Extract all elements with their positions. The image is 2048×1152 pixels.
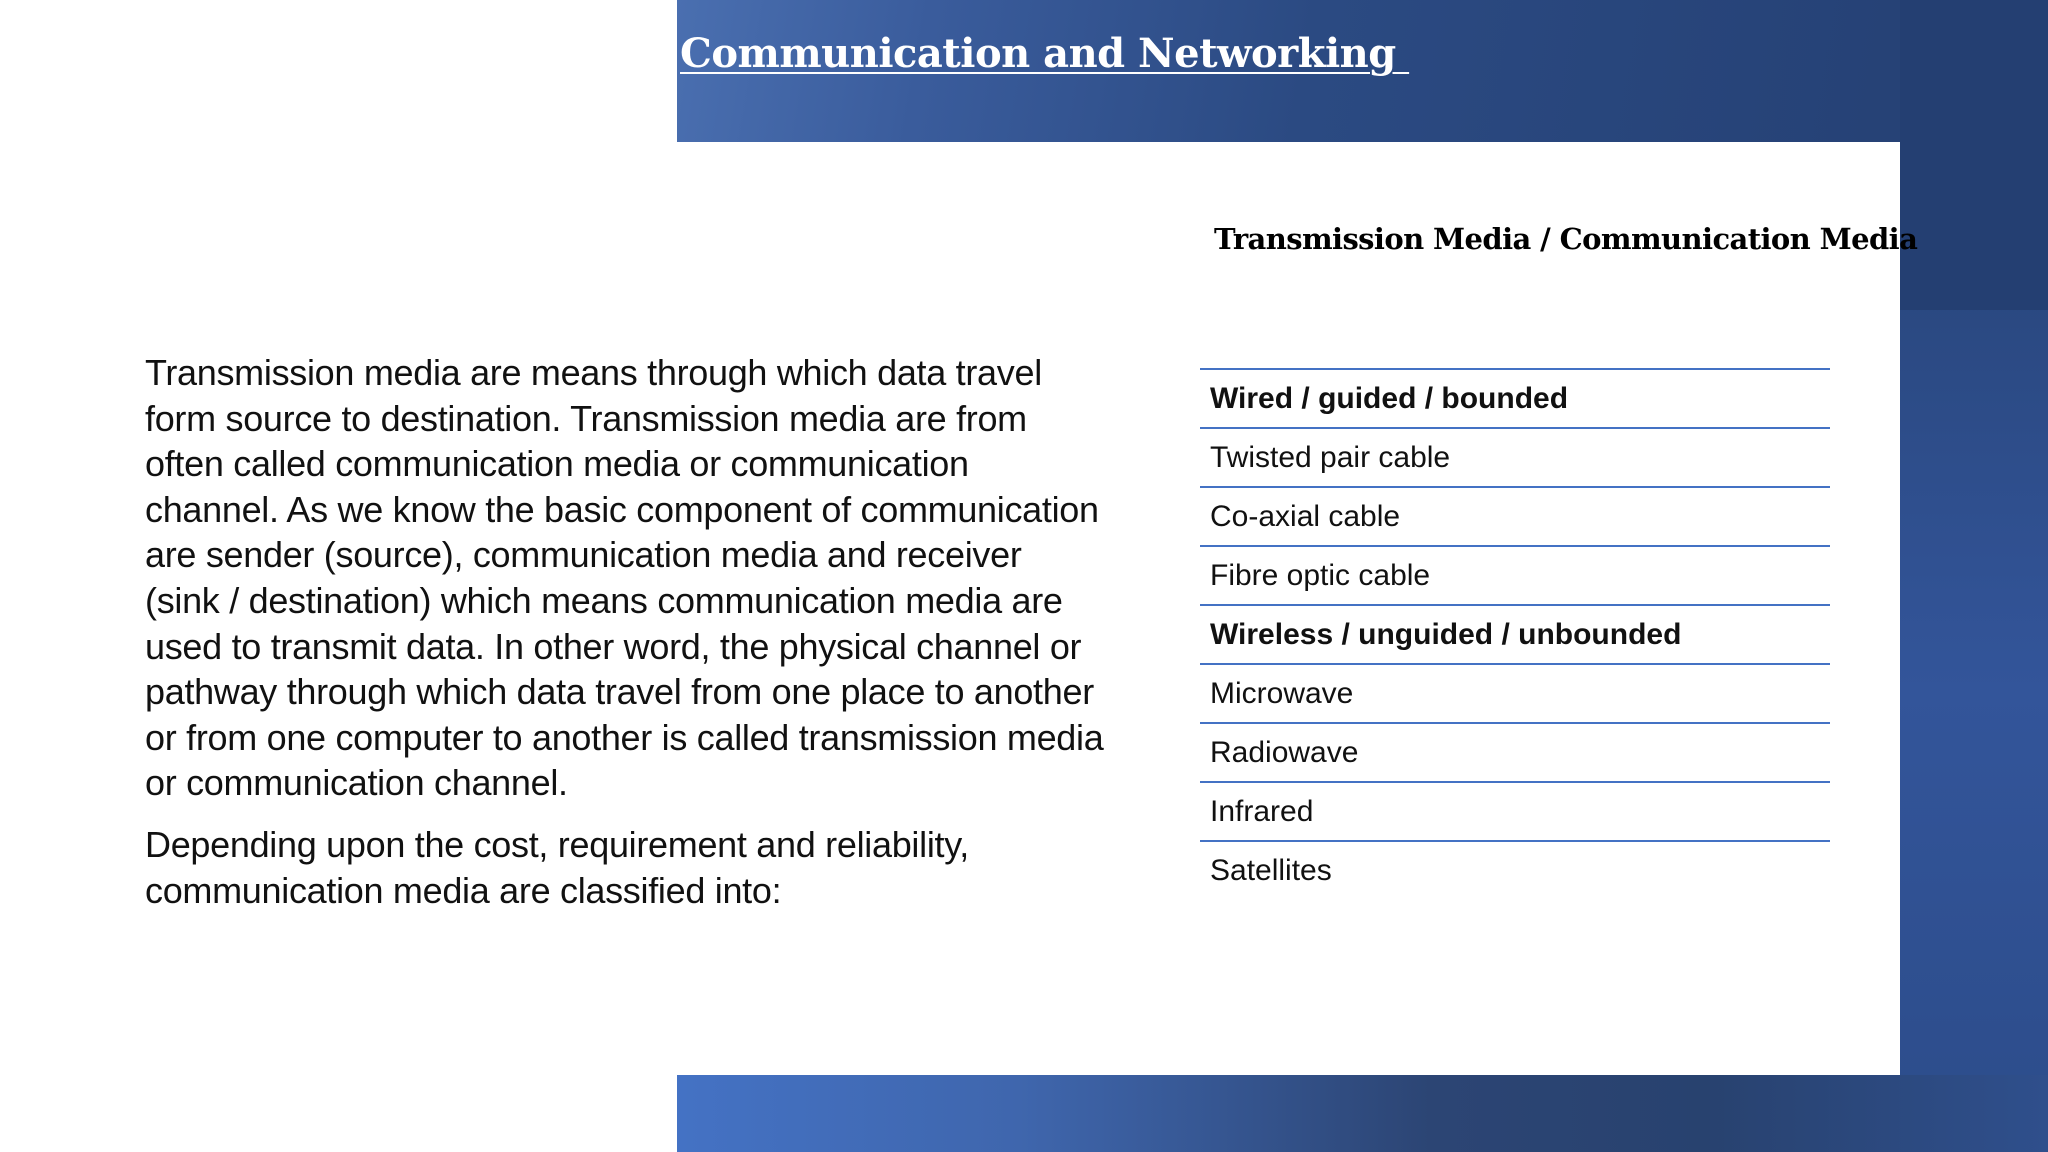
table-cell: Microwave xyxy=(1200,664,1830,723)
transmission-media-table xyxy=(1200,368,1830,899)
background-right-top-band xyxy=(1900,0,2048,310)
table-cell: Co-axial cable xyxy=(1200,487,1830,546)
table-row xyxy=(1200,782,1830,841)
table-row xyxy=(1200,487,1830,546)
table-cell: Wired / guided / bounded xyxy=(1200,369,1830,428)
table-cell: Radiowave xyxy=(1200,723,1830,782)
slide-title: Communication and Networking xyxy=(680,30,1410,77)
table-row xyxy=(1200,428,1830,487)
paragraph-classification: Depending upon the cost, requirement and reliability, communication media are classified into: xyxy=(145,823,969,911)
table-row xyxy=(1200,664,1830,723)
table-row xyxy=(1200,841,1830,899)
table-row-wired-heading xyxy=(1200,369,1830,428)
table-subtitle: Transmission Media / Communication Media xyxy=(1214,222,1918,256)
table-row xyxy=(1200,723,1830,782)
background-bottom-band xyxy=(677,1075,2048,1152)
table-row xyxy=(1200,546,1830,605)
paragraph-definition: Transmission media are means through which data travel form source to destination. Transmission media are from often called communication media or communication channel. As we know the basic component of communication are sender (source), communication media and receiver (sink / destination) which means communication media are used to transmit data. In other word, the physical channel or pathway through which data travel from one place to another or from one computer to another is called transmission media or communication channel. xyxy=(145,352,1104,804)
table-cell: Twisted pair cable xyxy=(1200,428,1830,487)
body-text xyxy=(145,350,1105,929)
table-row-wireless-heading xyxy=(1200,605,1830,664)
table-cell: Wireless / unguided / unbounded xyxy=(1200,605,1830,664)
table-cell: Satellites xyxy=(1200,841,1830,899)
table-cell: Infrared xyxy=(1200,782,1830,841)
table-cell: Fibre optic cable xyxy=(1200,546,1830,605)
